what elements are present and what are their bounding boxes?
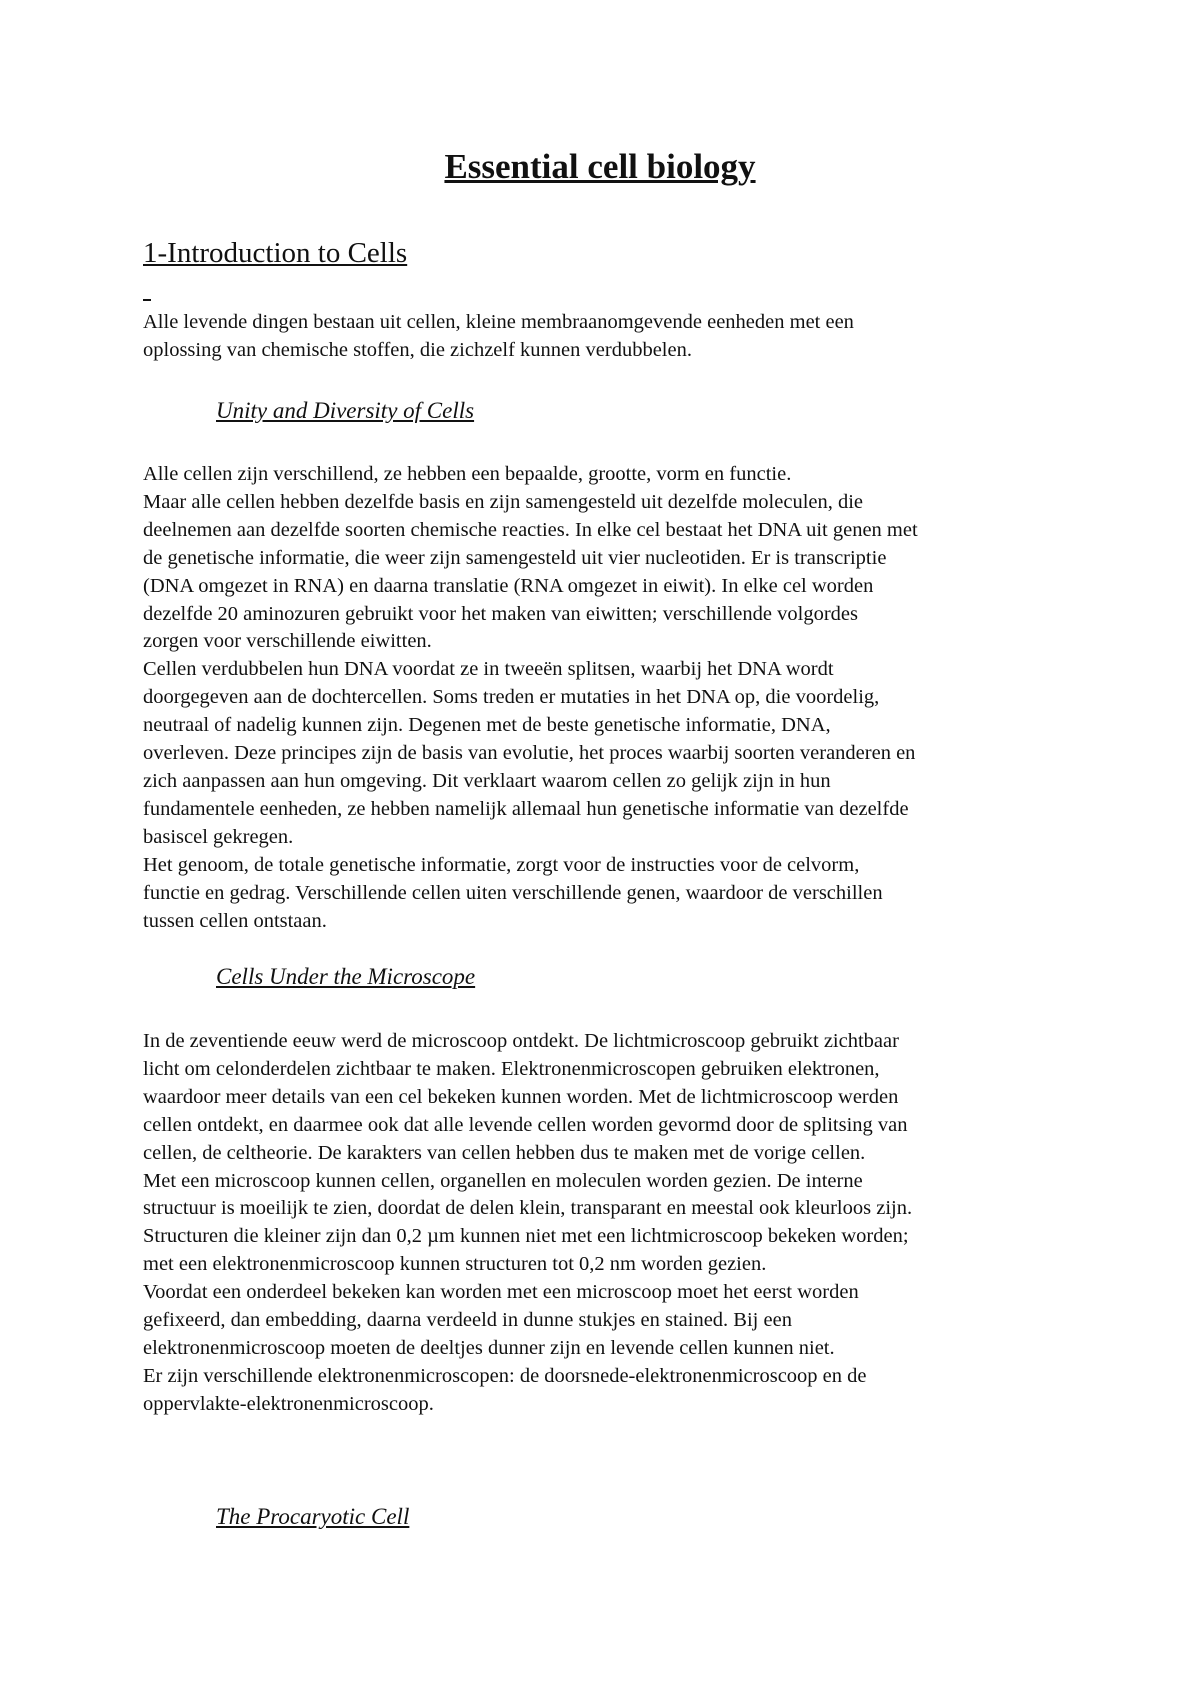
section-heading-unity-diversity: Unity and Diversity of Cells: [216, 398, 475, 423]
section-heading-microscope: Cells Under the Microscope: [216, 964, 476, 989]
section-body-unity-diversity: Alle cellen zijn verschillend, ze hebben een bepaalde, grootte, vorm en functie. Maar alle cellen hebben dezelfde basis en zijn samengesteld uit dezelfde moleculen, die deelnemen aan dezelfde soorten chemische reacties. In elke cel bestaat het DNA uit genen met de genetische informatie, die weer zijn samengesteld uit vier nucleotiden. Er is transcriptie (DNA omgezet in RNA) en daarna translatie (RNA omgezet in eiwit). In elke cel worden dezelfde 20 aminozuren gebruikt voor het maken van eiwitten; verschillende volgordes zorgen voor verschillende eiwitten. Cellen verdubbelen hun DNA voordat ze in tweeën splitsen, waarbij het DNA wordt doorgegeven aan de dochtercellen. Soms treden er mutaties in het DNA op, die voordelig, neutraal of nadelig kunnen zijn. Degenen met de beste genetische informatie, DNA, overleven. Deze principes zijn de basis van evolutie, het proces waarbij soorten veranderen en zich aanpassen aan hun omgeving. Dit verklaart waarom cellen zo gelijk zijn in hun fundamentele eenheden, ze hebben namelijk allemaal hun genetische informatie van dezelfde basiscel gekregen. Het genoom, de totale genetische informatie, zorgt voor de instructies voor de celvorm, functie en gedrag. Verschillende cellen uiten verschillende genen, waardoor de verschillen tussen cellen ontstaan.: [143, 463, 918, 932]
intro-paragraph: Alle levende dingen bestaan uit cellen, kleine membraanomgevende eenheden met een oplossing van chemische stoffen, die zichzelf kunnen verdubbelen.: [143, 311, 854, 361]
document-title: Essential cell biology: [444, 147, 756, 186]
chapter-heading: 1-Introduction to Cells: [143, 237, 408, 269]
section-body-microscope: In de zeventiende eeuw werd de microscoop ontdekt. De lichtmicroscoop gebruikt zichtbaar licht om celonderdelen zichtbaar te maken. Elektronenmicroscopen gebruiken elektronen, waardoor meer details van een cel bekeken kunnen worden. Met de lichtmicroscoop werden cellen ontdekt, en daarmee ook dat alle levende cellen worden gevormd door de splitsing van cellen, de celtheorie. De karakters van cellen hebben dus te maken met de vorige cellen. Met een microscoop kunnen cellen, organellen en moleculen worden gezien. De interne structuur is moeilijk te zien, doordat de delen klein, transparant en meestal ook kleurloos zijn. Structuren die kleiner zijn dan 0,2 µm kunnen niet met een lichtmicroscoop bekeken worden; met een elektronenmicroscoop kunnen structuren tot 0,2 nm worden gezien. Voordat een onderdeel bekeken kan worden met een microscoop moet het eerst worden gefixeerd, dan embedding, daarna verdeeld in dunne stukjes en stained. Bij een elektronenmicroscoop moeten de deeltjes dunner zijn en levende cellen kunnen niet. Er zijn verschillende elektronenmicroscopen: de doorsnede-elektronenmicroscoop en de oppervlakte-elektronenmicroscoop.: [143, 1030, 913, 1415]
stray-underscore-mark: [143, 299, 151, 301]
section-heading-procaryotic: The Procaryotic Cell: [216, 1504, 410, 1529]
